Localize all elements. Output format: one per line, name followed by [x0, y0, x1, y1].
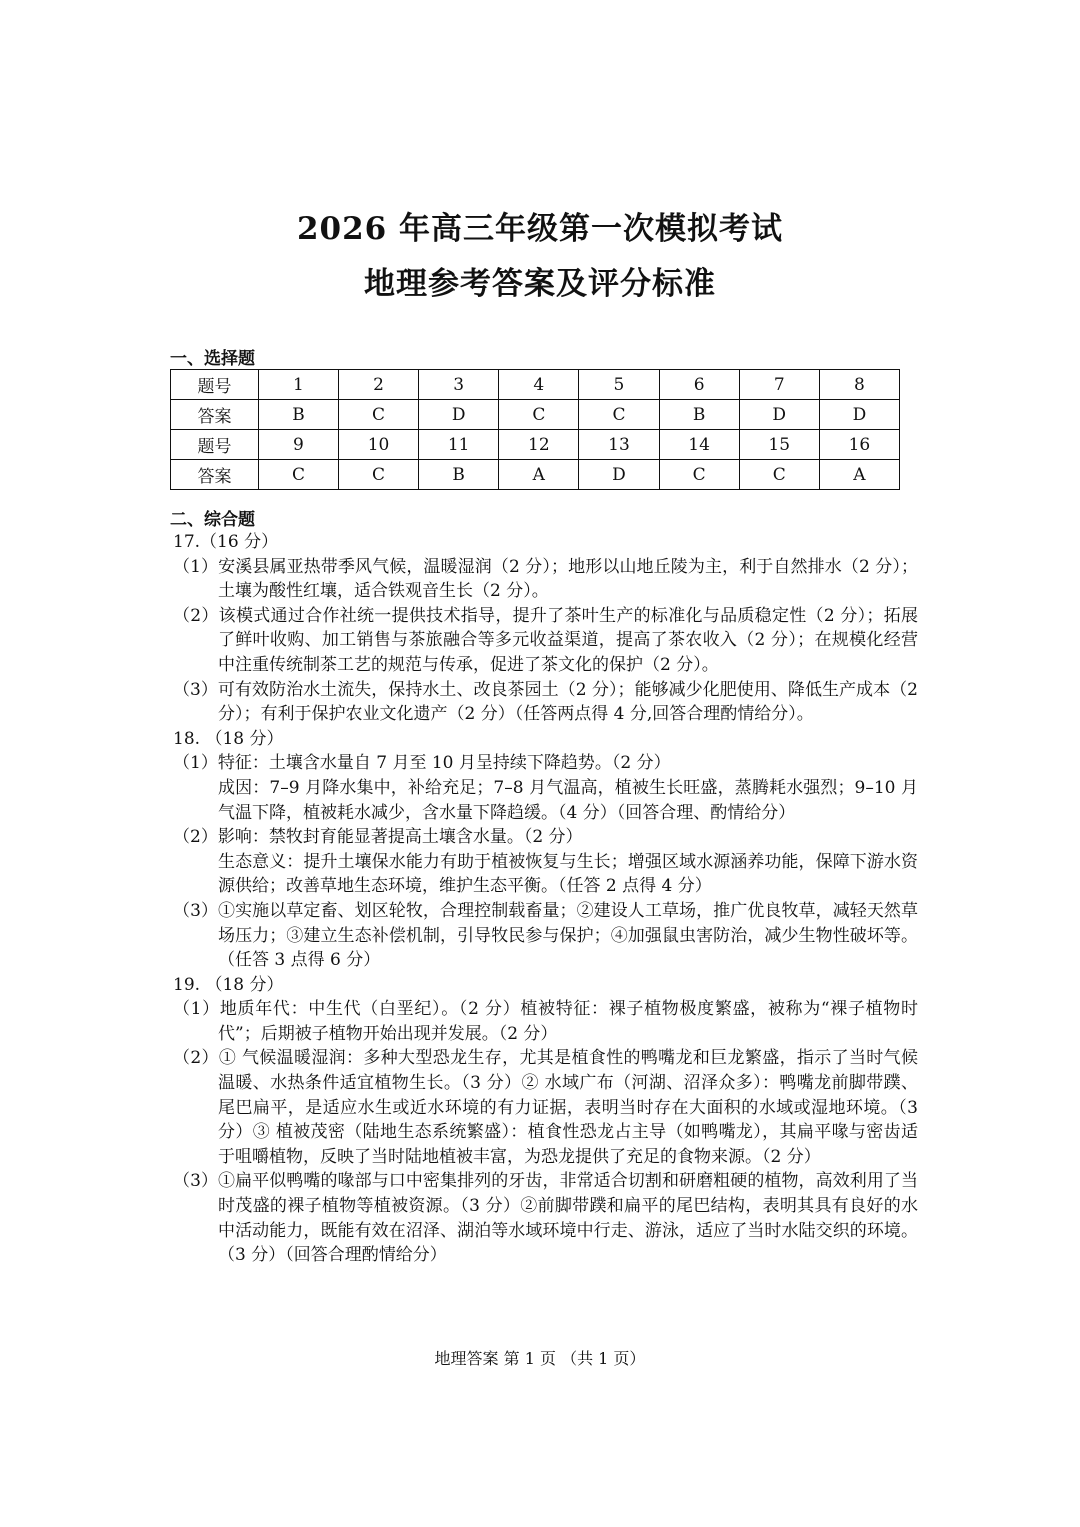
table-cell: D: [579, 460, 659, 490]
question-18-part-3: （3）①实施以草定畜、划区轮牧，合理控制载畜量；②建设人工草场，推广优良牧草，减轻天然草场压力；③建立生态补偿机制，引导牧民参与保护；④加强鼠虫害防治，减少生物性破坏等。（任答 3 点得 6 分）: [173, 900, 918, 971]
table-cell: 6: [659, 370, 739, 400]
table-cell-label: 答案: [171, 460, 259, 490]
choice-answer-table: [170, 369, 900, 490]
table-cell: C: [579, 400, 659, 430]
section-heading-choice: 一、选择题: [170, 349, 255, 369]
table-cell: 11: [419, 430, 499, 460]
table-cell: C: [499, 400, 579, 430]
table-cell: C: [739, 460, 819, 490]
question-19-heading: 19. （18 分）: [173, 974, 284, 995]
table-cell: 4: [499, 370, 579, 400]
table-cell-label: 答案: [171, 400, 259, 430]
table-cell: 9: [258, 430, 338, 460]
table-row: [171, 430, 900, 460]
table-cell: 10: [338, 430, 418, 460]
question-17-heading: 17.（16 分）: [173, 532, 279, 552]
table-cell-label: 题号: [171, 370, 259, 400]
table-row: [171, 400, 900, 430]
table-cell: C: [338, 460, 418, 490]
question-18-part-2-significance: 生态意义：提升土壤保水能力有助于植被恢复与生长；增强区域水源涵养功能，保障下游水资源供给；改善草地生态环境，维护生态平衡。（任答 2 点得 4 分）: [218, 851, 918, 897]
exam-title: 2026 年高三年级第一次模拟考试: [296, 211, 784, 247]
table-cell: D: [739, 400, 819, 430]
table-cell: 13: [579, 430, 659, 460]
table-cell: C: [258, 460, 338, 490]
table-cell: C: [338, 400, 418, 430]
table-cell: B: [419, 460, 499, 490]
table-cell: A: [819, 460, 899, 490]
question-18-part-2: （2）影响：禁牧封育能显著提高土壤含水量。（2 分）: [173, 827, 583, 848]
table-row: [171, 370, 900, 400]
table-cell: D: [819, 400, 899, 430]
table-cell: 3: [419, 370, 499, 400]
table-cell: 14: [659, 430, 739, 460]
question-17-part-2: （2）该模式通过合作社统一提供技术指导，提升了茶叶生产的标准化与品质稳定性（2 分）；拓展了鲜叶收购、加工销售与茶旅融合等多元收益渠道，提高了茶农收入（2 分）；在规模化经营中注重传统制茶工艺的规范与传承，促进了茶文化的保护（2 分）。: [173, 605, 918, 675]
question-19-part-1: （1）地质年代：中生代（白垩纪）。（2 分）植被特征：裸子植物极度繁盛，被称为“裸子植物时代”；后期被子植物开始出现并发展。（2 分）: [173, 999, 918, 1044]
table-cell: B: [258, 400, 338, 430]
page-footer: 地理答案 第 1 页 （共 1 页）: [434, 1349, 646, 1368]
table-cell: 16: [819, 430, 899, 460]
table-cell: 1: [258, 370, 338, 400]
table-cell: 5: [579, 370, 659, 400]
table-cell: B: [659, 400, 739, 430]
table-cell: 2: [338, 370, 418, 400]
table-cell: 8: [819, 370, 899, 400]
table-cell: A: [499, 460, 579, 490]
table-cell-label: 题号: [171, 430, 259, 460]
table-cell: 7: [739, 370, 819, 400]
exam-subtitle: 地理参考答案及评分标准: [364, 266, 716, 302]
question-19-part-2: （2）① 气候温暖湿润：多种大型恐龙生存，尤其是植食性的鸭嘴龙和巨龙繁盛，指示了当时气候温暖、水热条件适宜植物生长。（3 分）② 水域广布（河湖、沼泽众多）：鸭嘴龙前脚带蹼、尾巴扁平，是适应水生或近水环境的有力证据，表明当时存在大面积的水域或湿地环境。（3 分）③ 植被茂密（陆地生态系统繁盛）：植食性恐龙占主导（如鸭嘴龙），其扁平喙与密齿适于咀嚼植物，反映了当时陆地植被丰富，为恐龙提供了充足的食物来源。（2 分）: [173, 1048, 918, 1167]
table-cell: C: [659, 460, 739, 490]
table-cell: 12: [499, 430, 579, 460]
question-18-part-1: （1）特征：土壤含水量自 7 月至 10 月呈持续下降趋势。（2 分）: [173, 753, 671, 774]
table-row: [171, 460, 900, 490]
question-17-part-1: （1）安溪县属亚热带季风气候，温暖湿润（2 分）；地形以山地丘陵为主，利于自然排水（2 分）；土壤为酸性红壤，适合铁观音生长（2 分）。: [173, 556, 918, 602]
question-18-heading: 18. （18 分）: [173, 728, 284, 749]
question-19-part-3: （3）①扁平似鸭嘴的喙部与口中密集排列的牙齿，非常适合切割和研磨粗硬的植物，高效利用了当时茂盛的裸子植物等植被资源。（3 分）②前脚带蹼和扁平的尾巴结构，表明其具有良好的水中活动能力，既能有效在沼泽、湖泊等水域环境中行走、游泳，适应了当时水陆交织的环境。（3 分）（回答合理酌情给分）: [173, 1171, 918, 1266]
table-cell: 15: [739, 430, 819, 460]
comprehensive-answers: [173, 530, 918, 1268]
section-heading-comprehensive: 二、综合题: [170, 510, 255, 530]
question-17-part-3: （3）可有效防治水土流失，保持水土、改良茶园土（2 分）；能够减少化肥使用、降低生产成本（2 分）；有利于保护农业文化遗产（2 分）（任答两点得 4 分,回答合理酌情给分）。: [173, 679, 918, 725]
question-18-part-1-cause: 成因：7–9 月降水集中，补给充足；7–8 月气温高，植被生长旺盛，蒸腾耗水强烈；9–10 月气温下降，植被耗水减少，含水量下降趋缓。（4 分）（回答合理、酌情给分）: [218, 777, 918, 823]
table-cell: D: [419, 400, 499, 430]
